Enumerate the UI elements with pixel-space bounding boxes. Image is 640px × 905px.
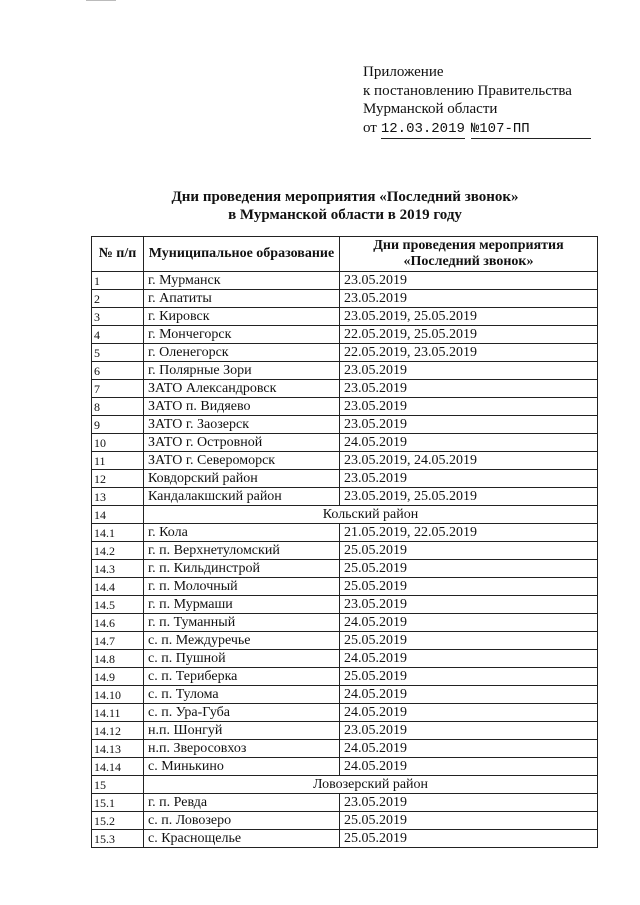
municipality-name: Кандалакшский район — [144, 488, 340, 506]
row-number: 14.3 — [92, 560, 144, 578]
table-row — [92, 272, 598, 290]
event-dates: 23.05.2019, 24.05.2019 — [340, 452, 598, 470]
municipality-name: с. п. Междуречье — [144, 632, 340, 650]
row-number: 14.8 — [92, 650, 144, 668]
appendix-date-line — [363, 119, 591, 140]
row-number: 4 — [92, 326, 144, 344]
row-number: 14.1 — [92, 524, 144, 542]
event-dates: 23.05.2019, 25.05.2019 — [340, 488, 598, 506]
municipality-name: г. Мурманск — [144, 272, 340, 290]
event-dates: 25.05.2019 — [340, 668, 598, 686]
row-number: 8 — [92, 398, 144, 416]
municipality-name: г. п. Мурмаши — [144, 596, 340, 614]
event-dates: 25.05.2019 — [340, 542, 598, 560]
event-dates: 23.05.2019 — [340, 398, 598, 416]
municipality-name: г. Оленегорск — [144, 344, 340, 362]
event-dates: 25.05.2019 — [340, 560, 598, 578]
row-number: 14.12 — [92, 722, 144, 740]
table-row — [92, 542, 598, 560]
resolution-date: 12.03.2019 — [381, 120, 465, 140]
row-number: 9 — [92, 416, 144, 434]
municipality-name: ЗАТО п. Видяево — [144, 398, 340, 416]
row-number: 6 — [92, 362, 144, 380]
district-row — [92, 506, 598, 524]
table-row — [92, 326, 598, 344]
municipality-name: г. Апатиты — [144, 290, 340, 308]
municipality-name: с. п. Ловозеро — [144, 812, 340, 830]
table-row — [92, 758, 598, 776]
municipality-name: ЗАТО г. Заозерск — [144, 416, 340, 434]
table-row — [92, 344, 598, 362]
table-header-row — [92, 237, 598, 272]
table-row — [92, 362, 598, 380]
row-number: 15.1 — [92, 794, 144, 812]
row-number: 14.6 — [92, 614, 144, 632]
date-prefix: от — [363, 119, 377, 136]
event-dates: 25.05.2019 — [340, 578, 598, 596]
row-number: 1 — [92, 272, 144, 290]
municipality-name: г. Кировск — [144, 308, 340, 326]
row-number: 10 — [92, 434, 144, 452]
table-row — [92, 668, 598, 686]
row-number: 2 — [92, 290, 144, 308]
row-number: 14.11 — [92, 704, 144, 722]
event-dates: 25.05.2019 — [340, 812, 598, 830]
district-name: Кольский район — [144, 506, 598, 524]
event-dates: 23.05.2019 — [340, 722, 598, 740]
table-row — [92, 416, 598, 434]
appendix-block — [363, 63, 591, 139]
table-row — [92, 632, 598, 650]
table-row — [92, 524, 598, 542]
table-row — [92, 740, 598, 758]
table-row — [92, 488, 598, 506]
event-dates: 24.05.2019 — [340, 434, 598, 452]
district-row — [92, 776, 598, 794]
row-number: 12 — [92, 470, 144, 488]
row-number: 14 — [92, 506, 144, 524]
scan-edge-mark — [86, 0, 116, 4]
table-body — [92, 272, 598, 848]
table-row — [92, 452, 598, 470]
table-row — [92, 650, 598, 668]
district-name: Ловозерский район — [144, 776, 598, 794]
row-number: 13 — [92, 488, 144, 506]
table-row — [92, 308, 598, 326]
header-municipality: Муниципальное образование — [144, 237, 340, 272]
municipality-name: н.п. Зверосовхоз — [144, 740, 340, 758]
municipality-name: ЗАТО г. Островной — [144, 434, 340, 452]
municipality-name: г. п. Верхнетуломский — [144, 542, 340, 560]
event-dates: 22.05.2019, 23.05.2019 — [340, 344, 598, 362]
municipality-name: Ковдорский район — [144, 470, 340, 488]
municipality-name: с. п. Пушной — [144, 650, 340, 668]
table-row — [92, 812, 598, 830]
title-line-2: в Мурманской области в 2019 году — [228, 207, 462, 223]
event-dates: 25.05.2019 — [340, 830, 598, 848]
event-dates: 21.05.2019, 22.05.2019 — [340, 524, 598, 542]
table-row — [92, 794, 598, 812]
municipality-name: ЗАТО г. Североморск — [144, 452, 340, 470]
row-number: 14.14 — [92, 758, 144, 776]
municipality-name: н.п. Шонгуй — [144, 722, 340, 740]
municipality-name: г. п. Кильдинстрой — [144, 560, 340, 578]
event-dates: 23.05.2019 — [340, 290, 598, 308]
event-dates: 23.05.2019 — [340, 416, 598, 434]
table-row — [92, 722, 598, 740]
table-row — [92, 380, 598, 398]
appendix-line-3: Мурманской области — [363, 101, 498, 117]
title-line-1: Дни проведения мероприятия «Последний звонок» — [171, 189, 519, 205]
table-row — [92, 398, 598, 416]
event-dates: 23.05.2019 — [340, 272, 598, 290]
row-number: 11 — [92, 452, 144, 470]
row-number: 14.7 — [92, 632, 144, 650]
municipality-name: г. Полярные Зори — [144, 362, 340, 380]
row-number: 15.2 — [92, 812, 144, 830]
table-row — [92, 470, 598, 488]
row-number: 3 — [92, 308, 144, 326]
row-number: 14.10 — [92, 686, 144, 704]
appendix-line-1: Приложение — [363, 64, 444, 80]
event-dates: 23.05.2019 — [340, 470, 598, 488]
row-number: 15 — [92, 776, 144, 794]
event-dates: 22.05.2019, 25.05.2019 — [340, 326, 598, 344]
event-dates: 24.05.2019 — [340, 614, 598, 632]
municipality-name: ЗАТО Александровск — [144, 380, 340, 398]
municipality-name: г. Кола — [144, 524, 340, 542]
municipality-name: с. п. Ура-Губа — [144, 704, 340, 722]
header-num: № п/п — [92, 237, 144, 272]
row-number: 15.3 — [92, 830, 144, 848]
event-dates: 24.05.2019 — [340, 740, 598, 758]
municipality-name: г. Мончегорск — [144, 326, 340, 344]
document-title — [90, 188, 600, 224]
table-row — [92, 560, 598, 578]
table-row — [92, 614, 598, 632]
municipality-name: г. п. Ревда — [144, 794, 340, 812]
municipality-name: с. п. Териберка — [144, 668, 340, 686]
event-dates: 23.05.2019 — [340, 596, 598, 614]
table-row — [92, 290, 598, 308]
table-row — [92, 830, 598, 848]
row-number: 14.13 — [92, 740, 144, 758]
resolution-number: №107-ПП — [471, 120, 591, 140]
event-dates: 23.05.2019, 25.05.2019 — [340, 308, 598, 326]
row-number: 7 — [92, 380, 144, 398]
row-number: 14.4 — [92, 578, 144, 596]
municipality-name: с. п. Тулома — [144, 686, 340, 704]
event-dates: 24.05.2019 — [340, 758, 598, 776]
row-number: 14.5 — [92, 596, 144, 614]
table-row — [92, 434, 598, 452]
municipality-name: с. Минькино — [144, 758, 340, 776]
event-dates: 23.05.2019 — [340, 362, 598, 380]
table-row — [92, 596, 598, 614]
appendix-line-2: к постановлению Правительства — [363, 82, 572, 99]
table-row — [92, 704, 598, 722]
event-dates: 24.05.2019 — [340, 650, 598, 668]
table-row — [92, 578, 598, 596]
table-row — [92, 686, 598, 704]
event-dates: 23.05.2019 — [340, 380, 598, 398]
header-dates: Дни проведения мероприятия «Последний звонок» — [340, 237, 598, 272]
municipality-name: с. Краснощелье — [144, 830, 340, 848]
schedule-table — [91, 236, 598, 848]
event-dates: 24.05.2019 — [340, 686, 598, 704]
event-dates: 23.05.2019 — [340, 794, 598, 812]
event-dates: 24.05.2019 — [340, 704, 598, 722]
event-dates: 25.05.2019 — [340, 632, 598, 650]
row-number: 5 — [92, 344, 144, 362]
row-number: 14.9 — [92, 668, 144, 686]
municipality-name: г. п. Туманный — [144, 614, 340, 632]
row-number: 14.2 — [92, 542, 144, 560]
municipality-name: г. п. Молочный — [144, 578, 340, 596]
